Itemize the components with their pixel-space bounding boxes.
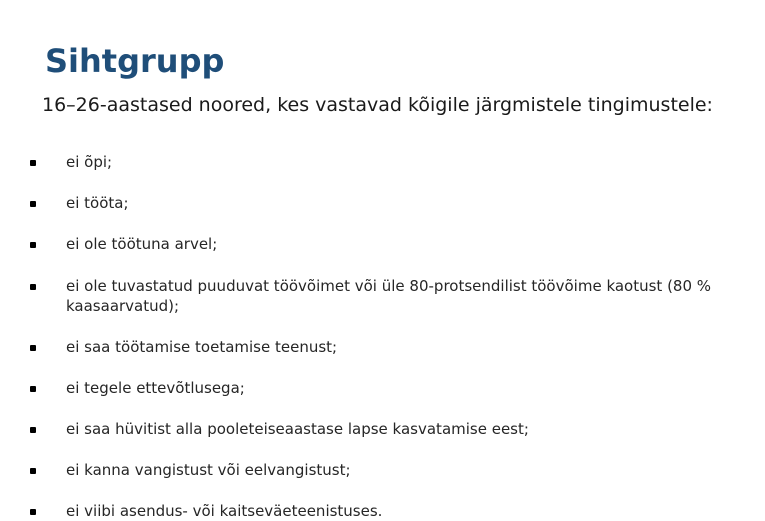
bullet-icon	[30, 427, 36, 433]
list-item-text: ei tööta;	[66, 194, 129, 212]
list-item	[30, 234, 730, 254]
bullet-icon	[30, 345, 36, 351]
list-item	[30, 193, 730, 213]
list-item	[30, 152, 730, 172]
list-item-text: ei tegele ettevõtlusega;	[66, 379, 245, 397]
list-item-text: ei õpi;	[66, 153, 113, 171]
list-item-text: ei kanna vangistust või eelvangistust;	[66, 461, 351, 479]
bullet-icon	[30, 201, 36, 207]
list-item-text: ei ole töötuna arvel;	[66, 235, 218, 253]
bullet-icon	[30, 242, 36, 248]
bullet-icon	[30, 386, 36, 392]
list-item-text: ei saa hüvitist alla pooleteiseaastase lapse kasvatamise eest;	[66, 420, 529, 438]
bullet-icon	[30, 284, 36, 290]
list-item	[30, 419, 730, 439]
list-item	[30, 337, 730, 357]
bullet-icon	[30, 160, 36, 166]
list-item-text: ei viibi asendus- või kaitseväeteenistuses.	[66, 502, 383, 520]
list-item	[30, 460, 730, 480]
list-item-text: ei ole tuvastatud puuduvat töövõimet või üle 80-protsendilist töövõime kaotust (80 % kaasaarvatud);	[66, 277, 712, 315]
bullet-icon	[30, 509, 36, 515]
list-item	[30, 276, 730, 316]
bullet-list	[30, 150, 730, 521]
list-item	[30, 501, 730, 521]
slide-title: Sihtgrupp	[45, 42, 225, 80]
intro-text: 16–26-aastased noored, kes vastavad kõigile järgmistele tingimustele:	[42, 94, 713, 116]
bullet-icon	[30, 468, 36, 474]
list-item	[30, 378, 730, 398]
list-item-text: ei saa töötamise toetamise teenust;	[66, 338, 338, 356]
